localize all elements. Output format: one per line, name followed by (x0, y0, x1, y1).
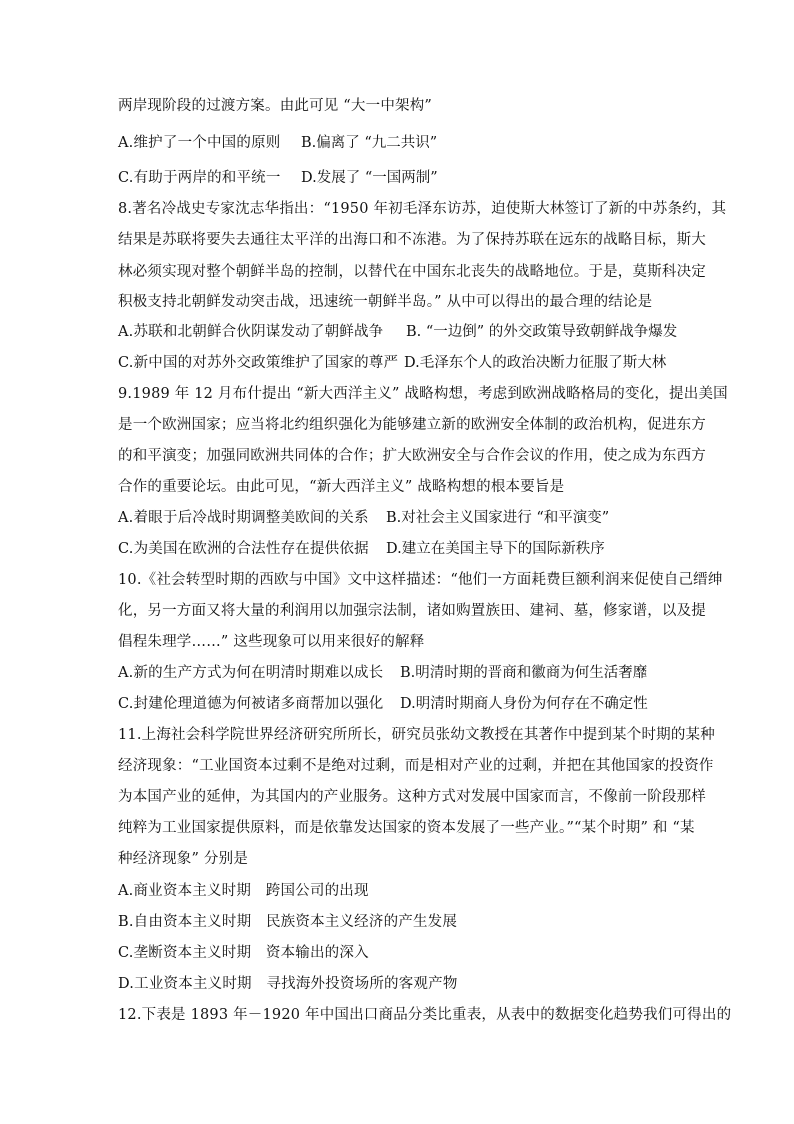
q10-stem-line: 倡程朱理学……” 这些现象可以用来很好的解释 (118, 634, 425, 650)
q7-option-c: C.有助于两岸的和平统一 (118, 170, 281, 186)
q11-stem-line: 经济现象：“工业国资本过剩不是绝对过剩，而是相对产业的过剩，并把在其他国家的投资作 (118, 758, 714, 774)
q7-option-a: A.维护了一个中国的原则 (118, 135, 281, 151)
q9-option-d: D.建立在美国主导下的国际新秩序 (386, 541, 605, 557)
q12-stem-line: 12.下表是 1893 年－1920 年中国出口商品分类比重表，从表中的数据变化趋势我们可得出的 (118, 1007, 732, 1023)
q11-option-d: D.工业资本主义时期 寻找海外投资场所的客观产物 (118, 976, 458, 992)
q10-option-d: D.明清时期商人身份为何存在不确定性 (400, 696, 648, 712)
q9-stem-line: 的和平演变；加强同欧洲共同体的合作；扩大欧洲安全与合作会议的作用，使之成为东西方 (118, 448, 706, 464)
q8-stem-line: 林必须实现对整个朝鲜半岛的控制，以替代在中国东北丧失的战略地位。于是，莫斯科决定 (118, 264, 706, 280)
q8-option-c: C.新中国的对苏外交政策维护了国家的尊严 (118, 355, 399, 371)
q10-stem-line: 10.《社会转型时期的西欧与中国》文中这样描述：“他们一方面耗费巨额利润来促使自己缙绅 (118, 572, 723, 588)
q8-option-d: D.毛泽东个人的政治决断力征服了斯大林 (404, 355, 667, 371)
q11-stem-line: 种经济现象” 分别是 (118, 851, 249, 867)
q9-stem-line: 是一个欧洲国家；应当将北约组织强化为能够建立新的欧洲安全体制的政治机构，促进东方 (118, 417, 706, 433)
q9-option-c: C.为美国在欧洲的合法性存在提供依据 (118, 541, 369, 557)
q9-stem-line: 9.1989 年 12 月布什提出 “新大西洋主义” 战略构想，考虑到欧洲战略格局的变化，提出美国 (118, 386, 728, 402)
q7-option-b: B.偏离了 “九二共识” (301, 135, 438, 151)
q7-stem-tail: 两岸现阶段的过渡方案。由此可见 “大一中架构” (118, 98, 433, 114)
q7-option-d: D.发展了 “一国两制” (301, 170, 438, 186)
q11-stem-line: 纯粹为工业国家提供原料，而是依靠发达国家的资本发展了一些产业。”“某个时期” 和 “某 (118, 820, 695, 836)
q11-option-a: A.商业资本主义时期 跨国公司的出现 (118, 883, 369, 899)
q10-option-b: B.明清时期的晋商和徽商为何生活奢靡 (400, 665, 648, 681)
q10-stem-line: 化，另一方面又将大量的利润用以加强宗法制，诸如购置族田、建祠、墓，修家谱，以及提 (118, 603, 706, 619)
q11-option-c: C.垄断资本主义时期 资本输出的深入 (118, 945, 369, 961)
q8-option-b: B. “一边倒” 的外交政策导致朝鲜战争爆发 (406, 324, 678, 340)
q9-stem-line: 合作的重要论坛。由此可见，“新大西洋主义” 战略构想的根本要旨是 (118, 479, 565, 495)
q9-option-a: A.着眼于后冷战时期调整美欧间的关系 (118, 510, 369, 526)
q8-stem-line: 积极支持北朝鲜发动突击战，迅速统一朝鲜半岛。” 从中可以得出的最合理的结论是 (118, 294, 653, 310)
q8-stem-line: 结果是苏联将要失去通往太平洋的出海口和不冻港。为了保持苏联在远东的战略目标，斯大 (118, 232, 706, 248)
q8-stem-line: 8.著名冷战史专家沈志华指出：“1950 年初毛泽东访苏，迫使斯大林签订了新的中苏条约，其 (118, 201, 727, 217)
q9-option-b: B.对社会主义国家进行 “和平演变” (386, 510, 610, 526)
q11-stem-line: 11.上海社会科学院世界经济研究所所长，研究员张幼文教授在其著作中提到某个时期的某种 (118, 727, 715, 743)
q8-option-a: A.苏联和北朝鲜合伙阴谋发动了朝鲜战争 (118, 324, 384, 340)
q10-option-a: A.新的生产方式为何在明清时期难以成长 (118, 665, 384, 681)
q11-option-b: B.自由资本主义时期 民族资本主义经济的产生发展 (118, 914, 458, 930)
q10-option-c: C.封建伦理道德为何被诸多商帮加以强化 (118, 696, 384, 712)
q11-stem-line: 为本国产业的延伸，为其国内的产业服务。这种方式对发展中国家而言，不像前一阶段那样 (118, 789, 706, 805)
